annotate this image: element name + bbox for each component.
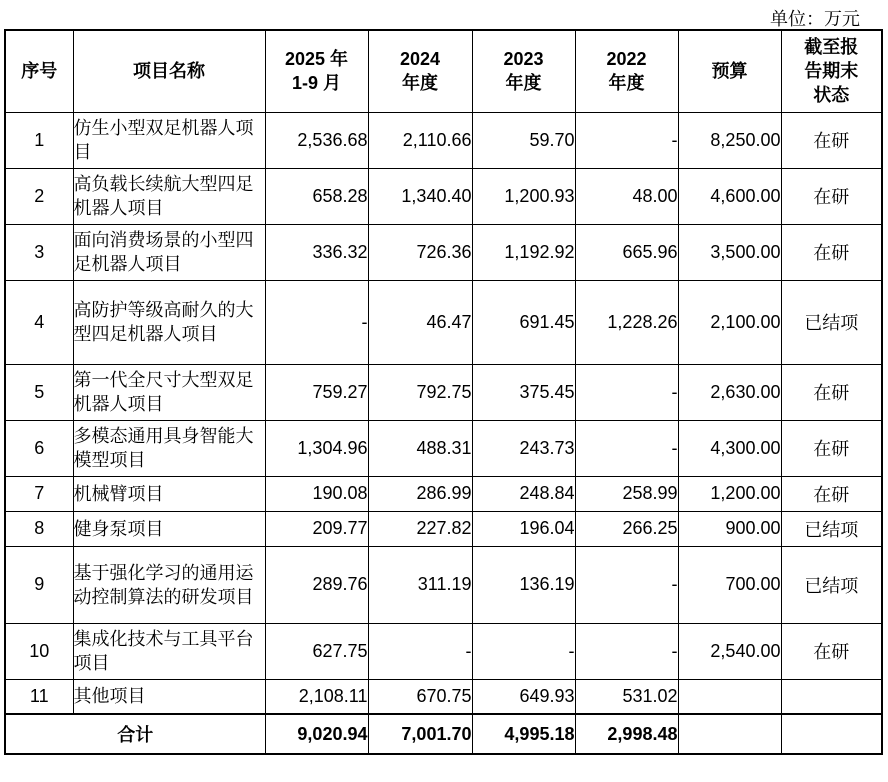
total-label: 合计: [5, 714, 265, 754]
header-status: 截至报 告期末 状态: [781, 30, 882, 112]
budget-cell: 700.00: [678, 546, 781, 623]
status-cell: 在研: [781, 623, 882, 679]
name-cell: 仿生小型双足机器人项目: [73, 112, 265, 168]
value-2024-cell: 792.75: [368, 364, 472, 420]
total-row: [5, 714, 882, 754]
name-cell: 面向消费场景的小型四足机器人项目: [73, 224, 265, 280]
name-cell: 机械臂项目: [73, 476, 265, 511]
header-name: 项目名称: [73, 30, 265, 112]
value-2025-cell: 2,536.68: [265, 112, 368, 168]
name-cell: 其他项目: [73, 679, 265, 714]
value-2022-cell: -: [575, 420, 678, 476]
value-2022-cell: 1,228.26: [575, 280, 678, 364]
value-2024-cell: 311.19: [368, 546, 472, 623]
value-2022-cell: 266.25: [575, 511, 678, 546]
value-2025-cell: 336.32: [265, 224, 368, 280]
table-row: [5, 420, 882, 476]
total-y2022-cell: 2,998.48: [575, 714, 678, 754]
table-row: [5, 623, 882, 679]
header-row: [5, 30, 882, 112]
status-cell: 已结项: [781, 511, 882, 546]
value-2024-cell: 1,340.40: [368, 168, 472, 224]
value-2025-cell: 209.77: [265, 511, 368, 546]
value-2023-cell: 196.04: [472, 511, 575, 546]
status-cell: 在研: [781, 168, 882, 224]
table-row: [5, 679, 882, 714]
header-budget: 预算: [678, 30, 781, 112]
name-cell: 集成化技术与工具平台项目: [73, 623, 265, 679]
seq-cell: 7: [5, 476, 73, 511]
status-cell: 在研: [781, 364, 882, 420]
status-cell: [781, 679, 882, 714]
unit-note: 单位：万元: [770, 9, 860, 30]
header-2025: 2025 年 1-9 月: [265, 30, 368, 112]
name-cell: 高负载长续航大型四足机器人项目: [73, 168, 265, 224]
value-2023-cell: 1,192.92: [472, 224, 575, 280]
value-2024-cell: 670.75: [368, 679, 472, 714]
total-budget-cell: [678, 714, 781, 754]
value-2025-cell: 289.76: [265, 546, 368, 623]
value-2024-cell: 46.47: [368, 280, 472, 364]
value-2024-cell: 286.99: [368, 476, 472, 511]
value-2022-cell: -: [575, 112, 678, 168]
value-2025-cell: 658.28: [265, 168, 368, 224]
value-2025-cell: 1,304.96: [265, 420, 368, 476]
value-2022-cell: -: [575, 546, 678, 623]
value-2022-cell: 48.00: [575, 168, 678, 224]
value-2024-cell: -: [368, 623, 472, 679]
status-cell: 在研: [781, 112, 882, 168]
name-cell: 第一代全尺寸大型双足机器人项目: [73, 364, 265, 420]
seq-cell: 9: [5, 546, 73, 623]
seq-cell: 3: [5, 224, 73, 280]
value-2024-cell: 227.82: [368, 511, 472, 546]
value-2022-cell: 531.02: [575, 679, 678, 714]
value-2023-cell: 243.73: [472, 420, 575, 476]
name-cell: 健身泵项目: [73, 511, 265, 546]
budget-cell: 8,250.00: [678, 112, 781, 168]
header-seq: 序号: [5, 30, 73, 112]
value-2025-cell: 190.08: [265, 476, 368, 511]
value-2022-cell: -: [575, 623, 678, 679]
seq-cell: 4: [5, 280, 73, 364]
total-status-cell: [781, 714, 882, 754]
value-2025-cell: 759.27: [265, 364, 368, 420]
total-y2023-cell: 4,995.18: [472, 714, 575, 754]
table-row: [5, 546, 882, 623]
value-2025-cell: 627.75: [265, 623, 368, 679]
seq-cell: 5: [5, 364, 73, 420]
value-2023-cell: 59.70: [472, 112, 575, 168]
budget-cell: 2,540.00: [678, 623, 781, 679]
budget-cell: 2,630.00: [678, 364, 781, 420]
status-cell: 已结项: [781, 280, 882, 364]
value-2023-cell: 248.84: [472, 476, 575, 511]
value-2022-cell: -: [575, 364, 678, 420]
value-2025-cell: 2,108.11: [265, 679, 368, 714]
total-y2024-cell: 7,001.70: [368, 714, 472, 754]
budget-cell: 900.00: [678, 511, 781, 546]
table-row: [5, 112, 882, 168]
status-cell: 在研: [781, 476, 882, 511]
value-2024-cell: 2,110.66: [368, 112, 472, 168]
value-2024-cell: 488.31: [368, 420, 472, 476]
budget-cell: 3,500.00: [678, 224, 781, 280]
budget-cell: 1,200.00: [678, 476, 781, 511]
value-2023-cell: 1,200.93: [472, 168, 575, 224]
seq-cell: 11: [5, 679, 73, 714]
header-2024: 2024 年度: [368, 30, 472, 112]
seq-cell: 8: [5, 511, 73, 546]
status-cell: 已结项: [781, 546, 882, 623]
table-row: [5, 476, 882, 511]
value-2023-cell: 136.19: [472, 546, 575, 623]
table-row: [5, 280, 882, 364]
value-2023-cell: 375.45: [472, 364, 575, 420]
value-2023-cell: 649.93: [472, 679, 575, 714]
budget-cell: 2,100.00: [678, 280, 781, 364]
table-row: [5, 511, 882, 546]
status-cell: 在研: [781, 224, 882, 280]
value-2023-cell: 691.45: [472, 280, 575, 364]
budget-cell: 4,300.00: [678, 420, 781, 476]
value-2024-cell: 726.36: [368, 224, 472, 280]
header-2022: 2022 年度: [575, 30, 678, 112]
name-cell: 高防护等级高耐久的大型四足机器人项目: [73, 280, 265, 364]
budget-cell: [678, 679, 781, 714]
budget-cell: 4,600.00: [678, 168, 781, 224]
table-row: [5, 364, 882, 420]
seq-cell: 2: [5, 168, 73, 224]
value-2022-cell: 258.99: [575, 476, 678, 511]
status-cell: 在研: [781, 420, 882, 476]
total-y2025-cell: 9,020.94: [265, 714, 368, 754]
table-row: [5, 168, 882, 224]
seq-cell: 1: [5, 112, 73, 168]
header-2023: 2023 年度: [472, 30, 575, 112]
value-2025-cell: -: [265, 280, 368, 364]
value-2023-cell: -: [472, 623, 575, 679]
value-2022-cell: 665.96: [575, 224, 678, 280]
name-cell: 多模态通用具身智能大模型项目: [73, 420, 265, 476]
seq-cell: 10: [5, 623, 73, 679]
name-cell: 基于强化学习的通用运动控制算法的研发项目: [73, 546, 265, 623]
table-row: [5, 224, 882, 280]
rd-projects-table: [4, 29, 883, 755]
seq-cell: 6: [5, 420, 73, 476]
